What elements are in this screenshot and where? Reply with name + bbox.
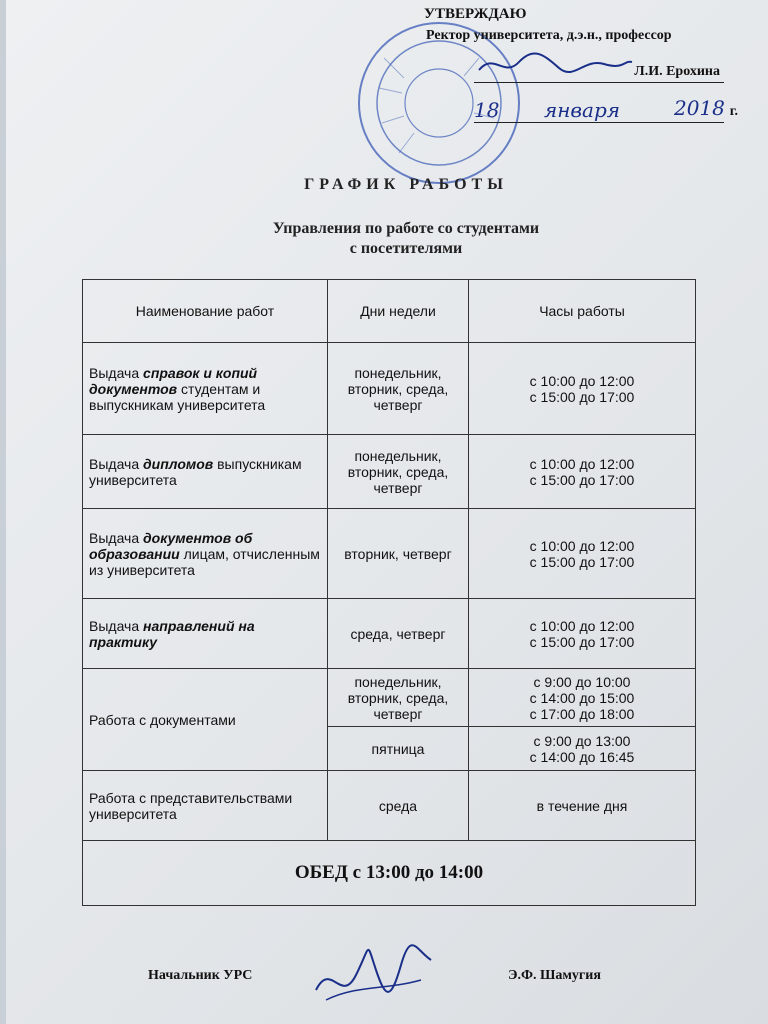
work-cell: Выдача справок и копий документов студентам и выпускникам университета (83, 343, 328, 435)
date-year: 2018 (674, 96, 725, 120)
days-cell: понедельник, вторник, среда, четверг (328, 669, 469, 727)
hours-cell: с 9:00 до 13:00 с 14:00 до 16:45 (469, 727, 696, 771)
hours-cell: с 10:00 до 12:00 с 15:00 до 17:00 (469, 435, 696, 509)
header-hours: Часы работы (469, 280, 696, 343)
approval-date (474, 96, 738, 123)
table-row (83, 599, 696, 669)
header-days: Дни недели (328, 280, 469, 343)
head-signature (306, 930, 436, 1010)
lunch-row (83, 841, 696, 906)
hours-cell: с 9:00 до 10:00 с 14:00 до 15:00 с 17:00 до 18:00 (469, 669, 696, 727)
table-row (83, 669, 696, 727)
days-cell: понедельник, вторник, среда, четверг (328, 343, 469, 435)
head-name: Э.Ф. Шамугия (508, 968, 601, 983)
header-work: Наименование работ (83, 280, 328, 343)
date-month: января (544, 98, 621, 122)
year-suffix: г. (729, 104, 738, 119)
document-title: ГРАФИК РАБОТЫ (304, 176, 508, 193)
table-row (83, 509, 696, 599)
work-cell: Работа с документами (83, 669, 328, 771)
subtitle-line2: с посетителями (349, 240, 463, 257)
hours-cell: с 10:00 до 12:00 с 15:00 до 17:00 (469, 599, 696, 669)
table-row (83, 435, 696, 509)
days-cell: среда, четверг (328, 599, 469, 669)
work-cell: Работа с представительствами университета (83, 771, 328, 841)
days-cell: вторник, четверг (328, 509, 469, 599)
lunch-break: ОБЕД с 13:00 до 14:00 (83, 841, 696, 906)
schedule-table (82, 279, 696, 906)
approve-heading: УТВЕРЖДАЮ (424, 6, 527, 22)
work-cell: Выдача направлений на практику (83, 599, 328, 669)
days-cell: среда (328, 771, 469, 841)
rector-position: Ректор университета, д.э.н., профессор (426, 28, 672, 43)
work-cell: Выдача документов об образовании лицам, отчисленным из университета (83, 509, 328, 599)
hours-cell: в течение дня (469, 771, 696, 841)
rector-name: Л.И. Ерохина (634, 64, 720, 79)
table-header-row (83, 280, 696, 343)
hours-cell: с 10:00 до 12:00 с 15:00 до 17:00 (469, 343, 696, 435)
subtitle-line1: Управления по работе со студентами (272, 220, 540, 237)
table-row (83, 771, 696, 841)
document-sheet (6, 0, 768, 1024)
table-row (83, 343, 696, 435)
work-cell: Выдача дипломов выпускникам университета (83, 435, 328, 509)
head-title: Начальник УРС (148, 968, 253, 983)
hours-cell: с 10:00 до 12:00 с 15:00 до 17:00 (469, 509, 696, 599)
rector-signature (474, 50, 634, 80)
date-day: 18 (474, 98, 500, 122)
signature-line (474, 64, 724, 83)
days-cell: понедельник, вторник, среда, четверг (328, 435, 469, 509)
days-cell: пятница (328, 727, 469, 771)
